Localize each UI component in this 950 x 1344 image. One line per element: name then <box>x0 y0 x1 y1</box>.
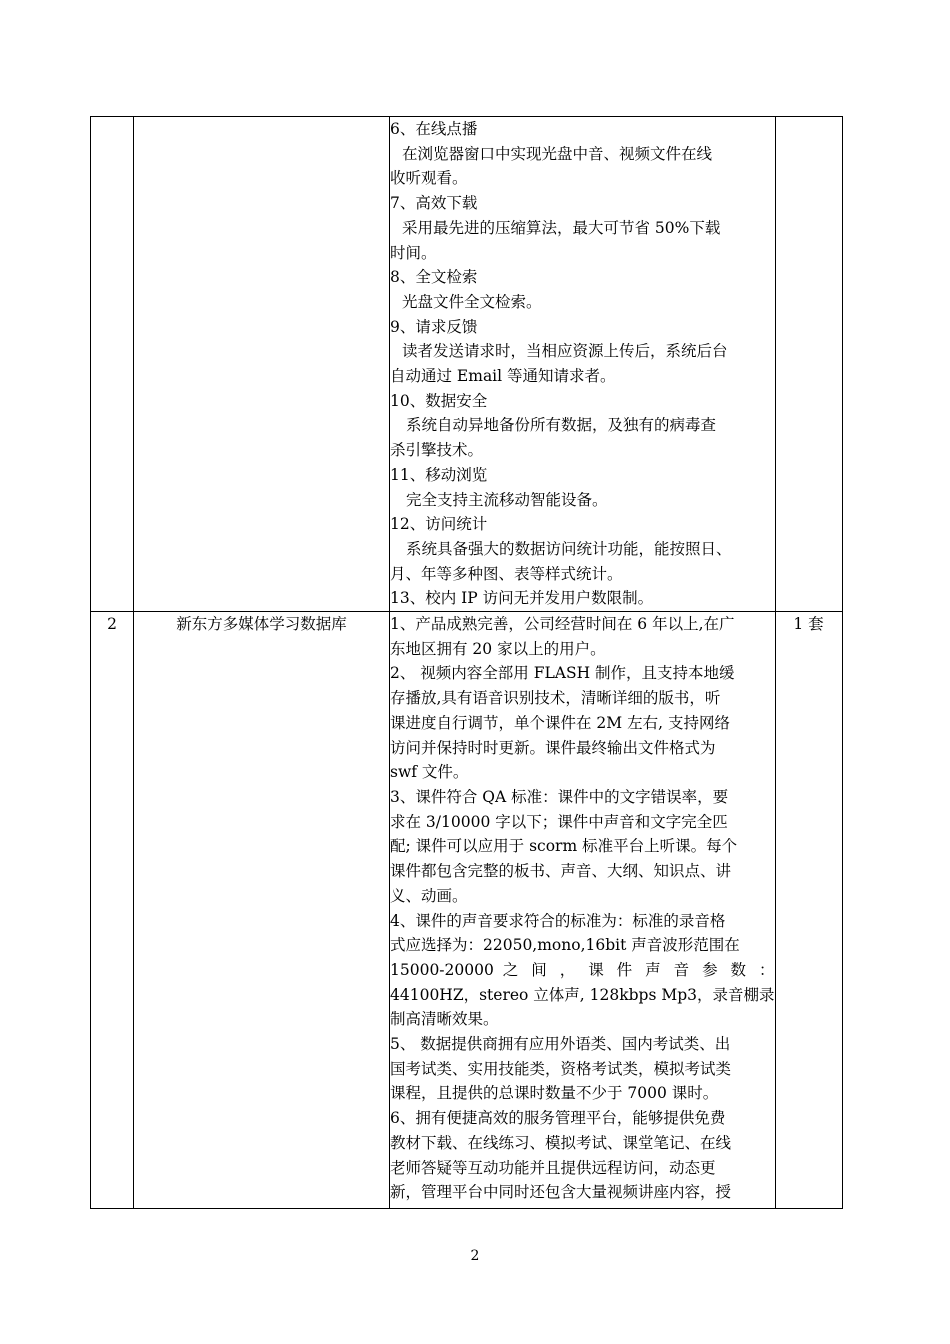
description-line: 1、产品成熟完善，公司经营时间在 6 年以上,在广 <box>390 615 735 634</box>
description-line: 采用最先进的压缩算法，最大可节省 50%下载 <box>402 218 721 237</box>
item-description-cell <box>390 117 776 612</box>
description-line: 教材下载、在线练习、模拟考试、课堂笔记、在线 <box>390 1133 732 1152</box>
description-line: 11、移动浏览 <box>390 465 488 484</box>
description-line: 光盘文件全文检索。 <box>402 292 542 311</box>
description-line: 课进度自行调节，单个课件在 2M 左右, 支持网络 <box>390 713 730 732</box>
description-line: 时间。 <box>390 243 437 262</box>
description-line: 12、访问统计 <box>390 515 488 534</box>
description-line: 2、 视频内容全部用 FLASH 制作，且支持本地缓 <box>390 664 735 683</box>
description-line: 课件都包含完整的板书、声音、大纲、知识点、讲 <box>390 862 732 881</box>
description-line: 式应选择为：22050,mono,16bit 声音波形范围在 <box>390 936 740 955</box>
description-line: 月、年等多种图、表等样式统计。 <box>390 564 623 583</box>
description-line: 8、全文检索 <box>390 268 478 287</box>
description-line: 系统自动异地备份所有数据，及独有的病毒查 <box>406 416 717 435</box>
description-line: 制高清晰效果。 <box>390 1010 499 1029</box>
item-number-cell <box>91 117 134 612</box>
description-line: 收听观看。 <box>390 169 468 188</box>
spec-table <box>90 116 843 1209</box>
description-line: 国考试类、实用技能类，资格考试类，模拟考试类 <box>390 1059 732 1078</box>
table-row <box>91 612 843 1209</box>
description-line: 7、高效下载 <box>390 194 478 213</box>
description-line: 课程，且提供的总课时数量不少于 7000 课时。 <box>390 1084 719 1103</box>
item-description-cell <box>390 612 776 1209</box>
description-line: 3、课件符合 QA 标准：课件中的文字错误率，要 <box>390 787 729 806</box>
description-line: 新，管理平台中同时还包含大量视频讲座内容，授 <box>390 1183 732 1202</box>
description-line: 9、请求反馈 <box>390 317 478 336</box>
description-line: 自动通过 Email 等通知请求者。 <box>390 367 616 386</box>
description-line: 13、校内 IP 访问无并发用户数限制。 <box>390 589 654 608</box>
description-line: 完全支持主流移动智能设备。 <box>406 490 608 509</box>
description-line: 15000-20000 之 间 ， 课 件 声 音 参 数 ： <box>390 960 775 979</box>
item-quantity-cell: 1 套 <box>775 612 842 1209</box>
item-name-cell <box>134 117 390 612</box>
description-line: 6、在线点播 <box>390 120 478 138</box>
description-line: 10、数据安全 <box>390 391 488 410</box>
description-line: 杀引擎技术。 <box>390 441 484 460</box>
description-line: 老师答疑等互动功能并且提供远程访问，动态更 <box>390 1158 716 1177</box>
description-line: 系统具备强大的数据访问统计功能，能按照日、 <box>406 539 732 558</box>
item-name-cell: 新东方多媒体学习数据库 <box>134 612 390 1209</box>
description-line: 配; 课件可以应用于 scorm 标准平台上听课。每个 <box>390 837 738 856</box>
description-line: 5、 数据提供商拥有应用外语类、国内考试类、出 <box>390 1035 731 1054</box>
page-number: 2 <box>470 1248 480 1264</box>
description-line: 求在 3/10000 字以下；课件中声音和文字完全匹 <box>390 812 728 831</box>
description-line: 在浏览器窗口中实现光盘中音、视频文件在线 <box>402 144 713 163</box>
table-row <box>91 117 843 612</box>
item-quantity-cell <box>775 117 842 612</box>
description-line: 义、动画。 <box>390 886 468 905</box>
description-line: swf 文件。 <box>390 763 469 782</box>
description-line: 存播放,具有语音识别技术，清晰详细的版书，听 <box>390 689 721 708</box>
description-line: 44100HZ，stereo 立体声, 128kbps Mp3，录音棚录 <box>390 985 775 1004</box>
description-line: 读者发送请求时，当相应资源上传后，系统后台 <box>402 342 728 361</box>
item-number-cell: 2 <box>91 612 134 1209</box>
description-line: 东地区拥有 20 家以上的用户。 <box>390 639 606 658</box>
description-line: 4、课件的声音要求符合的标准为：标准的录音格 <box>390 911 726 930</box>
description-line: 访问并保持时时更新。课件最终输出文件格式为 <box>390 738 716 757</box>
description-line: 6、拥有便捷高效的服务管理平台，能够提供免费 <box>390 1109 726 1128</box>
